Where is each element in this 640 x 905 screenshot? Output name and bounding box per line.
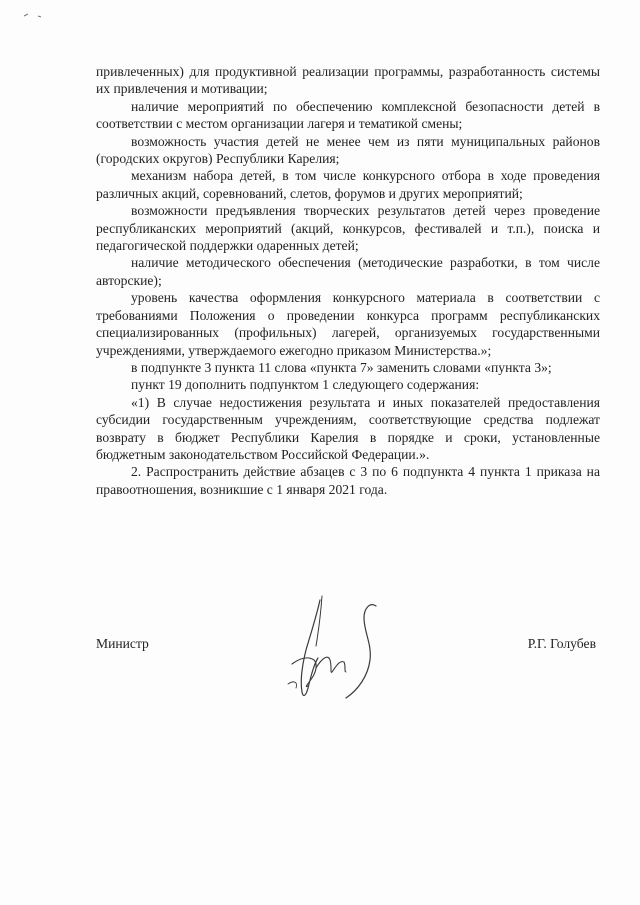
paragraph-selection-mechanism: механизм набора детей, в том числе конкурсного отбора в ходе проведения различных акций, соревнований, слетов, форумов и других мероприятий; [96, 168, 600, 201]
paragraph-creative-results: возможности предъявления творческих результатов детей через проведение республиканских мероприятий (акций, конкурсов, фестивалей и т.п.), поиска и педагогической поддержки одаренных детей; [96, 203, 600, 254]
signer-name: Р.Г. Голубев [527, 636, 596, 651]
signer-position: Министр [96, 636, 149, 651]
signature-block [96, 636, 600, 656]
paragraph-safety-measures: наличие мероприятий по обеспечению комплексной безопасности детей в соответствии с местом организации лагеря и тематикой смены; [96, 98, 600, 132]
scan-corner-mark [22, 10, 52, 20]
document-body [96, 63, 600, 498]
paragraph-methodical-support: наличие методического обеспечения (методические разработки, в том числе авторские); [96, 255, 600, 288]
paragraph-continuation: привлеченных) для продуктивной реализации программы, разработанность системы их привлечения и мотивации; [96, 64, 600, 97]
paragraph-subpoint-3-amendment: в подпункте 3 пункта 11 слова «пункта 7» заменить словами «пункта 3»; [131, 359, 552, 375]
paragraph-subsidy-return: «1) В случае недостижения результата и иных показателей предоставления субсидии государственным учреждениям, соответствующие средства подлежат возврату в бюджет Республики Карелия в порядке и сроки, установленные бюджетным законодательством Российской Федерации.». [96, 394, 600, 462]
paragraph-effective-date: 2. Распространить действие абзацев с 3 по 6 подпункта 4 пункта 1 приказа на правоотношения, возникшие с 1 января 2021 года. [96, 464, 600, 497]
paragraph-quality-level: уровень качества оформления конкурсного материала в соответствии с требованиями Положения о проведении конкурса программ республиканских специализированных (профильных) лагерей, организуемых государственными учреждениями, утверждаемого ежегодно приказом Министерства.»; [96, 290, 600, 358]
paragraph-point-19-amendment: пункт 19 дополнить подпунктом 1 следующего содержания: [131, 377, 480, 393]
paragraph-districts: возможность участия детей не менее чем из пяти муниципальных районов (городских округов) Республики Карелия; [96, 133, 600, 167]
